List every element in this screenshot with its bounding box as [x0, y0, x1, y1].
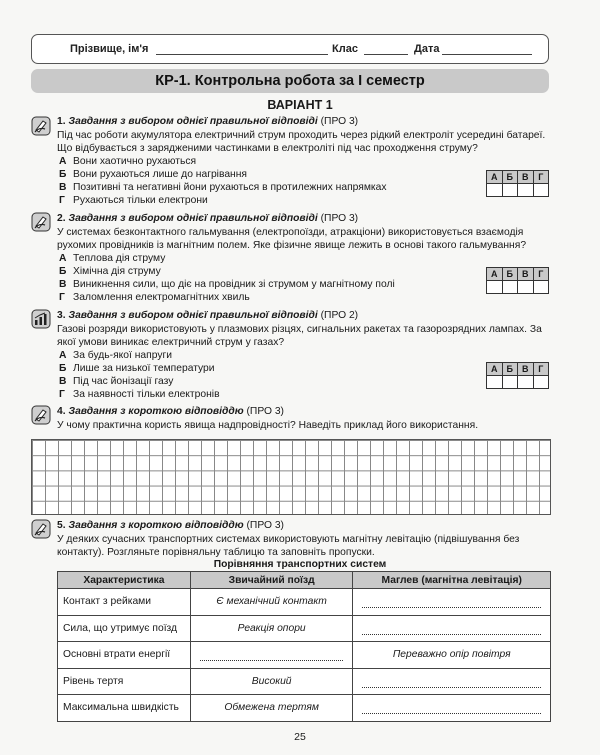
row-label: Сила, що утримує поїзд [58, 615, 191, 642]
answer-header: А [487, 268, 503, 281]
question-4-text: У чому практична користь явища надпровідності? Наведіть приклад його використання. [57, 420, 479, 431]
answer-header: А [487, 363, 503, 376]
train-value: Є механічний контакт [190, 589, 353, 616]
date-field[interactable] [442, 54, 532, 55]
answer-cell[interactable] [533, 184, 549, 197]
answer-header: Б [502, 268, 518, 281]
answer-writing-grid[interactable] [31, 439, 551, 515]
maglev-blank[interactable] [353, 615, 551, 642]
question-3-header: 3. Завдання з вибором однієї правильної відповіді (ПРО 2) [57, 310, 359, 321]
answer-header: Г [533, 268, 549, 281]
date-label: Дата [414, 43, 440, 55]
answer-cell[interactable] [533, 281, 549, 294]
variant-heading: ВАРІАНТ 1 [267, 98, 333, 112]
answer-cell[interactable] [502, 184, 518, 197]
question-2-answer-grid [486, 267, 549, 294]
answer-header: В [518, 363, 534, 376]
column-header: Звичайний поїзд [190, 572, 353, 589]
page-number: 25 [294, 731, 306, 743]
column-header: Маглев (магнітна левітація) [353, 572, 551, 589]
maglev-blank[interactable] [353, 668, 551, 695]
answer-cell[interactable] [518, 376, 534, 389]
chart-icon [31, 309, 51, 329]
question-2-option-b[interactable]: Б Хімічна дія струму [59, 266, 161, 277]
answer-cell[interactable] [518, 184, 534, 197]
table-row [58, 668, 551, 695]
question-1-answer-grid [486, 170, 549, 197]
answer-header: В [518, 268, 534, 281]
question-5-text: У деяких сучасних транспортних системах використовують магнітну левітацію (підвішування без контакту). Розгляньте порівняльну таблицю та заповніть пропуски. [57, 534, 520, 559]
question-1-text: Під час роботи акумулятора електричний струм проходить через рідкий електроліт усередині батареї. Що відбувається з зарядженими частинками в електроліті під час проходження струму? [57, 130, 546, 155]
hand-pencil-icon [31, 116, 51, 136]
question-3-option-c[interactable]: В Під час йонізації газу [59, 376, 174, 387]
row-label: Основні втрати енергії [58, 642, 191, 669]
table-row [58, 695, 551, 722]
answer-cell[interactable] [533, 376, 549, 389]
table-row [58, 642, 551, 669]
question-3-option-a[interactable]: А За будь-якої напруги [59, 350, 172, 361]
maglev-blank[interactable] [353, 589, 551, 616]
train-value: Обмежена тертям [190, 695, 353, 722]
answer-cell[interactable] [487, 184, 503, 197]
answer-header: Б [502, 171, 518, 184]
answer-header: В [518, 171, 534, 184]
answer-header: Г [533, 171, 549, 184]
question-3-text: Газові розряди використовують у плазмових різцях, сигнальних ракетах та газорозрядних лампах. За якої умови виникає електричний струм у газах? [57, 324, 542, 349]
train-value: Реакція опори [190, 615, 353, 642]
question-3-option-d[interactable]: Г За наявності тільки електронів [59, 389, 220, 400]
answer-header: А [487, 171, 503, 184]
row-label: Рівень тертя [58, 668, 191, 695]
question-5-header: 5. Завдання з короткою відповіддю (ПРО 3) [57, 520, 284, 531]
name-field[interactable] [156, 54, 328, 55]
answer-cell[interactable] [518, 281, 534, 294]
hand-pencil-icon [31, 405, 51, 425]
maglev-blank[interactable] [353, 695, 551, 722]
question-2-header: 2. Завдання з вибором однієї правильної відповіді (ПРО 3) [57, 213, 359, 224]
column-header: Характеристика [58, 572, 191, 589]
train-value: Високий [190, 668, 353, 695]
table-caption: Порівняння транспортних систем [213, 559, 387, 570]
answer-cell[interactable] [502, 376, 518, 389]
class-field[interactable] [364, 54, 408, 55]
train-blank[interactable] [190, 642, 353, 669]
page-title: КР-1. Контрольна робота за І семестр [31, 69, 549, 93]
question-2-text: У системах безконтактного гальмування (електропоїзди, атракціони) використовується взаємодія рухомих провідників із магнітним полем. Яке фізичне явище лежить в основі такого гальмування? [57, 227, 527, 252]
answer-cell[interactable] [502, 281, 518, 294]
comparison-table [57, 571, 551, 722]
question-1-option-d[interactable]: Г Рухаються тільки електрони [59, 195, 208, 206]
row-label: Максимальна швидкість [58, 695, 191, 722]
question-1-option-b[interactable]: Б Вони рухаються лише до нагрівання [59, 169, 247, 180]
question-3-answer-grid [486, 362, 549, 389]
maglev-value: Переважно опір повітря [353, 642, 551, 669]
hand-pencil-icon [31, 212, 51, 232]
answer-cell[interactable] [487, 376, 503, 389]
answer-header: Г [533, 363, 549, 376]
class-label: Клас [332, 43, 358, 55]
question-4-header: 4. Завдання з короткою відповіддю (ПРО 3) [57, 406, 284, 417]
question-2-option-c[interactable]: В Виникнення сили, що діє на провідник зі струмом у магнітному полі [59, 279, 395, 290]
question-1-option-c[interactable]: В Позитивні та негативні йони рухаються в протилежних напрямках [59, 182, 387, 193]
hand-pencil-icon [31, 519, 51, 539]
question-1-option-a[interactable]: А Вони хаотично рухаються [59, 156, 197, 167]
question-3-option-b[interactable]: Б Лише за низької температури [59, 363, 215, 374]
answer-cell[interactable] [487, 281, 503, 294]
table-row [58, 589, 551, 616]
question-1-header: 1. Завдання з вибором однієї правильної відповіді (ПРО 3) [57, 116, 359, 127]
question-2-option-a[interactable]: А Теплова дія струму [59, 253, 166, 264]
row-label: Контакт з рейками [58, 589, 191, 616]
table-row [58, 615, 551, 642]
student-info-box [31, 34, 549, 64]
name-label: Прізвище, ім'я [70, 43, 149, 55]
question-2-option-d[interactable]: Г Заломлення електромагнітних хвиль [59, 292, 250, 303]
answer-header: Б [502, 363, 518, 376]
